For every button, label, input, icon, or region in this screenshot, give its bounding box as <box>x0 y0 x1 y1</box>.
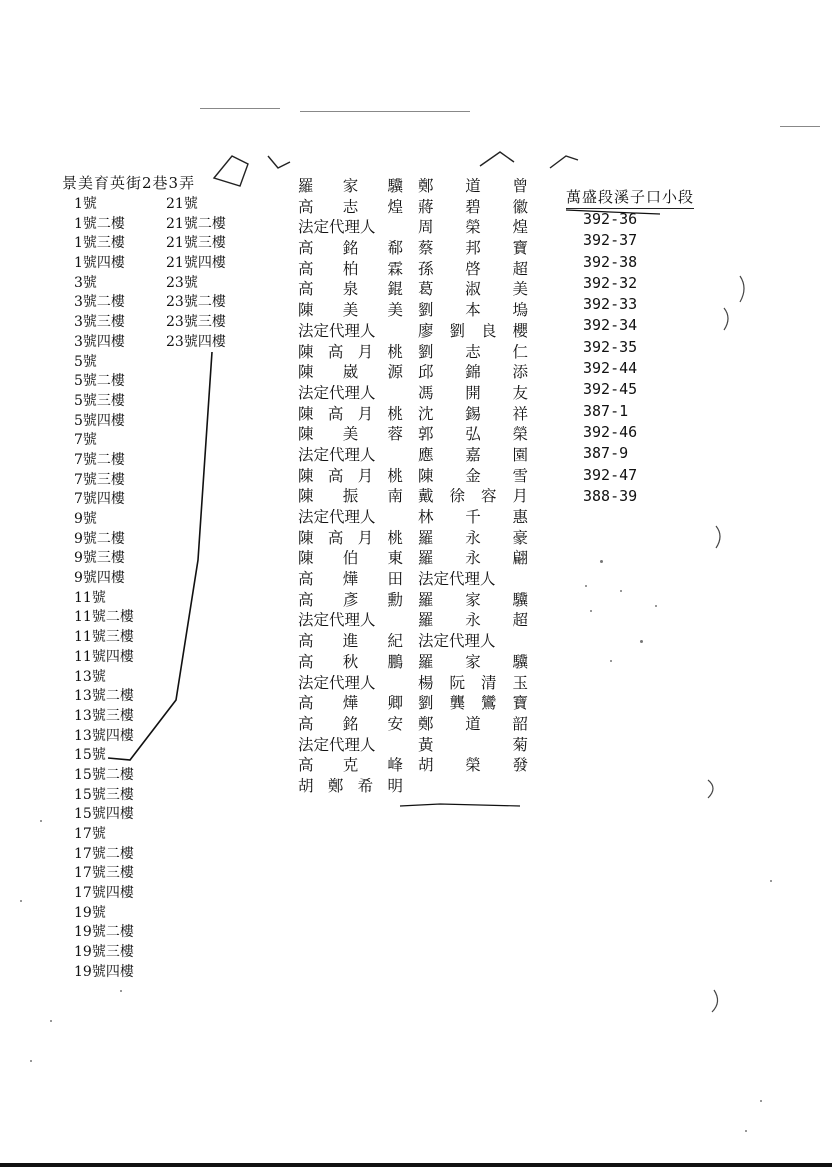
parcel-number: 392-37 <box>583 231 638 250</box>
name-right: 劉 龔 鸞 寶 <box>418 694 528 713</box>
address-entry: 15號三樓 <box>74 786 134 803</box>
name-left: 陳 高 月 桃 <box>298 342 403 361</box>
name-left: 法定代理人 <box>298 383 376 402</box>
address-entry: 5號四樓 <box>74 412 125 429</box>
name-left: 法定代理人 <box>298 445 376 464</box>
scan-speckle <box>40 820 42 822</box>
name-left: 高 銘 安 <box>298 714 403 733</box>
address-entry: 13號二樓 <box>74 688 134 705</box>
name-left: 高 銘 郗 <box>298 239 403 258</box>
name-right: 楊 阮 清 玉 <box>418 673 528 692</box>
address-entry: 19號四樓 <box>74 963 134 980</box>
name-left: 法定代理人 <box>298 673 376 692</box>
margin-arc-1 <box>740 276 744 302</box>
parcel-number: 387-9 <box>583 444 629 463</box>
name-right: 林 千 惠 <box>418 508 528 526</box>
scan-speckle <box>120 990 122 992</box>
address-entry: 7號 <box>74 432 97 449</box>
name-right: 胡 榮 發 <box>418 756 528 775</box>
parcel-number: 392-34 <box>583 316 638 335</box>
address-entry: 17號 <box>74 826 106 842</box>
parcel-number: 388-39 <box>583 486 638 505</box>
address-entry: 19號三樓 <box>74 944 134 961</box>
address-entry: 7號三樓 <box>74 471 125 488</box>
name-left: 高 秋 鵬 <box>298 652 403 671</box>
bottom-border <box>0 1163 832 1167</box>
address-entry: 13號三樓 <box>74 707 134 724</box>
address-entry: 5號二樓 <box>74 373 125 390</box>
address-entry: 3號四樓 <box>74 333 125 350</box>
address-entry: 9號三樓 <box>74 550 125 567</box>
name-left: 胡 鄭 希 明 <box>298 776 403 795</box>
scan-speckle <box>620 590 622 592</box>
name-left: 陳 美 蓉 <box>298 425 403 444</box>
name-left: 陳 伯 東 <box>298 549 403 568</box>
name-left: 陳 高 月 桃 <box>298 404 403 423</box>
scan-speckle <box>640 640 643 643</box>
address-entry: 21號 <box>166 196 198 212</box>
name-left: 高 燁 田 <box>298 570 403 589</box>
name-left: 高 志 煌 <box>298 197 403 216</box>
address-entry: 23號 <box>166 274 198 291</box>
address-entry: 11號二樓 <box>74 609 134 626</box>
address-entry: 19號 <box>74 904 106 921</box>
address-entry: 9號四樓 <box>74 570 125 587</box>
address-entry: 21號二樓 <box>166 215 226 232</box>
address-entry: 11號三樓 <box>74 629 134 646</box>
section-title: 萬盛段溪子口小段 <box>566 186 694 209</box>
address-entry: 23號四樓 <box>166 333 226 350</box>
address-entry: 13號 <box>74 668 106 685</box>
parcel-number: 392-46 <box>583 422 638 441</box>
name-right: 劉 志 仁 <box>418 342 528 361</box>
scan-speckle <box>655 605 657 607</box>
address-entry: 21號三樓 <box>166 235 226 252</box>
name-left: 高 進 紀 <box>298 632 403 651</box>
street-header: 景美育英街2巷3弄 <box>62 174 196 192</box>
parcel-number: 392-35 <box>583 337 638 356</box>
name-right: 馮 開 友 <box>418 383 528 402</box>
name-right: 郭 弘 榮 <box>418 425 528 444</box>
address-entry: 17號三樓 <box>74 865 134 882</box>
address-entry: 17號二樓 <box>74 845 134 862</box>
scan-speckle <box>590 610 592 612</box>
address-entry: 7號二樓 <box>74 451 125 468</box>
address-entry: 9號 <box>74 511 97 527</box>
address-entry: 3號二樓 <box>74 294 125 311</box>
scan-speckle <box>745 1130 747 1132</box>
name-right: 沈 錫 祥 <box>418 404 528 423</box>
name-left: 法定代理人 <box>298 321 376 340</box>
address-entry: 19號二樓 <box>74 924 134 941</box>
name-right: 鄭 道 韶 <box>418 714 528 733</box>
scan-speckle <box>760 1100 762 1102</box>
parcel-number: 392-36 <box>583 210 638 228</box>
address-entry: 21號四樓 <box>166 255 226 272</box>
name-left: 法定代理人 <box>298 611 376 630</box>
name-left: 羅 家 驥 <box>298 177 403 195</box>
name-left: 陳 高 月 桃 <box>298 528 403 547</box>
margin-arc-3 <box>716 526 720 548</box>
scan-speckle <box>20 900 22 902</box>
name-right: 蔡 邦 寶 <box>418 239 528 258</box>
address-entry: 15號 <box>74 747 106 764</box>
name-left: 陳 美 美 <box>298 301 403 320</box>
parcel-number: 392-47 <box>583 465 638 484</box>
name-right: 羅 永 豪 <box>418 528 528 547</box>
margin-arc-5 <box>712 990 718 1012</box>
parcel-number: 392-38 <box>583 252 638 271</box>
scan-speckle <box>50 1020 52 1022</box>
address-entry: 3號 <box>74 274 97 291</box>
margin-arc-2 <box>724 308 728 330</box>
name-right: 邱 錦 添 <box>418 363 528 382</box>
name-left: 陳 崴 源 <box>298 363 403 382</box>
name-right: 蔣 碧 徽 <box>418 197 528 216</box>
name-right: 戴 徐 容 月 <box>418 487 528 506</box>
parcel-number: 392-32 <box>583 273 638 292</box>
name-left: 陳 高 月 桃 <box>298 466 403 485</box>
name-right: 陳 金 雪 <box>418 466 528 485</box>
scan-speckle <box>30 1060 32 1062</box>
margin-arc-4 <box>708 780 713 798</box>
name-right: 應 嘉 園 <box>418 445 528 464</box>
stamp-mark-2 <box>480 152 514 166</box>
name-left: 法定代理人 <box>298 218 376 237</box>
name-right: 葛 淑 美 <box>418 280 528 299</box>
name-right: 黃 菊 <box>418 735 528 754</box>
parcel-number: 392-45 <box>583 380 638 399</box>
underline-end-mark <box>400 804 520 806</box>
parcel-number: 387-1 <box>583 401 629 420</box>
name-left: 高 彥 勳 <box>298 590 403 609</box>
name-right: 羅 家 驥 <box>418 652 528 671</box>
name-right: 羅 家 驥 <box>418 590 528 609</box>
name-left: 高 柏 霖 <box>298 259 403 278</box>
address-entry: 17號四樓 <box>74 885 134 902</box>
name-right: 法定代理人 <box>418 632 496 651</box>
address-entry: 15號四樓 <box>74 806 134 823</box>
address-entry: 1號三樓 <box>74 235 125 252</box>
name-right: 羅 永 翩 <box>418 549 528 568</box>
parcel-number: 392-44 <box>583 359 638 378</box>
name-right: 廖 劉 良 櫻 <box>418 321 528 340</box>
parcel-number: 392-33 <box>583 295 638 314</box>
address-entry: 3號三樓 <box>74 314 125 331</box>
name-left: 法定代理人 <box>298 735 376 754</box>
address-entry: 1號四樓 <box>74 255 125 272</box>
stamp-mark <box>214 156 248 186</box>
corner-tick-1 <box>268 156 290 168</box>
address-entry: 7號四樓 <box>74 491 125 508</box>
corner-tick-2 <box>550 156 578 168</box>
address-entry: 5號 <box>74 353 97 370</box>
address-entry: 1號二樓 <box>74 215 125 232</box>
name-left: 高 泉 錕 <box>298 280 403 299</box>
address-entry: 23號三樓 <box>166 314 226 331</box>
address-entry: 1號 <box>74 196 97 212</box>
name-left: 高 燁 卿 <box>298 694 403 713</box>
name-right: 孫 啓 超 <box>418 259 528 278</box>
address-entry: 5號三樓 <box>74 392 125 409</box>
name-left: 法定代理人 <box>298 508 376 526</box>
address-entry: 9號二樓 <box>74 530 125 547</box>
address-entry: 15號二樓 <box>74 766 134 783</box>
scan-speckle <box>600 560 603 563</box>
scan-speckle <box>585 585 587 587</box>
address-entry: 11號 <box>74 589 106 606</box>
name-right: 法定代理人 <box>418 570 496 589</box>
name-right: 羅 永 超 <box>418 611 528 630</box>
name-left: 高 克 峰 <box>298 756 403 775</box>
address-entry: 23號二樓 <box>166 294 226 311</box>
scan-speckle <box>610 660 612 662</box>
parcel-bracket <box>566 210 660 214</box>
address-entry: 13號四樓 <box>74 727 134 744</box>
scan-speckle <box>770 880 772 882</box>
bracket-line <box>108 352 212 760</box>
name-right: 周 榮 煌 <box>418 218 528 237</box>
name-right: 劉 本 塢 <box>418 301 528 320</box>
name-left: 陳 振 南 <box>298 487 403 506</box>
name-right: 鄭 道 曾 <box>418 177 528 195</box>
address-entry: 11號四樓 <box>74 648 134 665</box>
